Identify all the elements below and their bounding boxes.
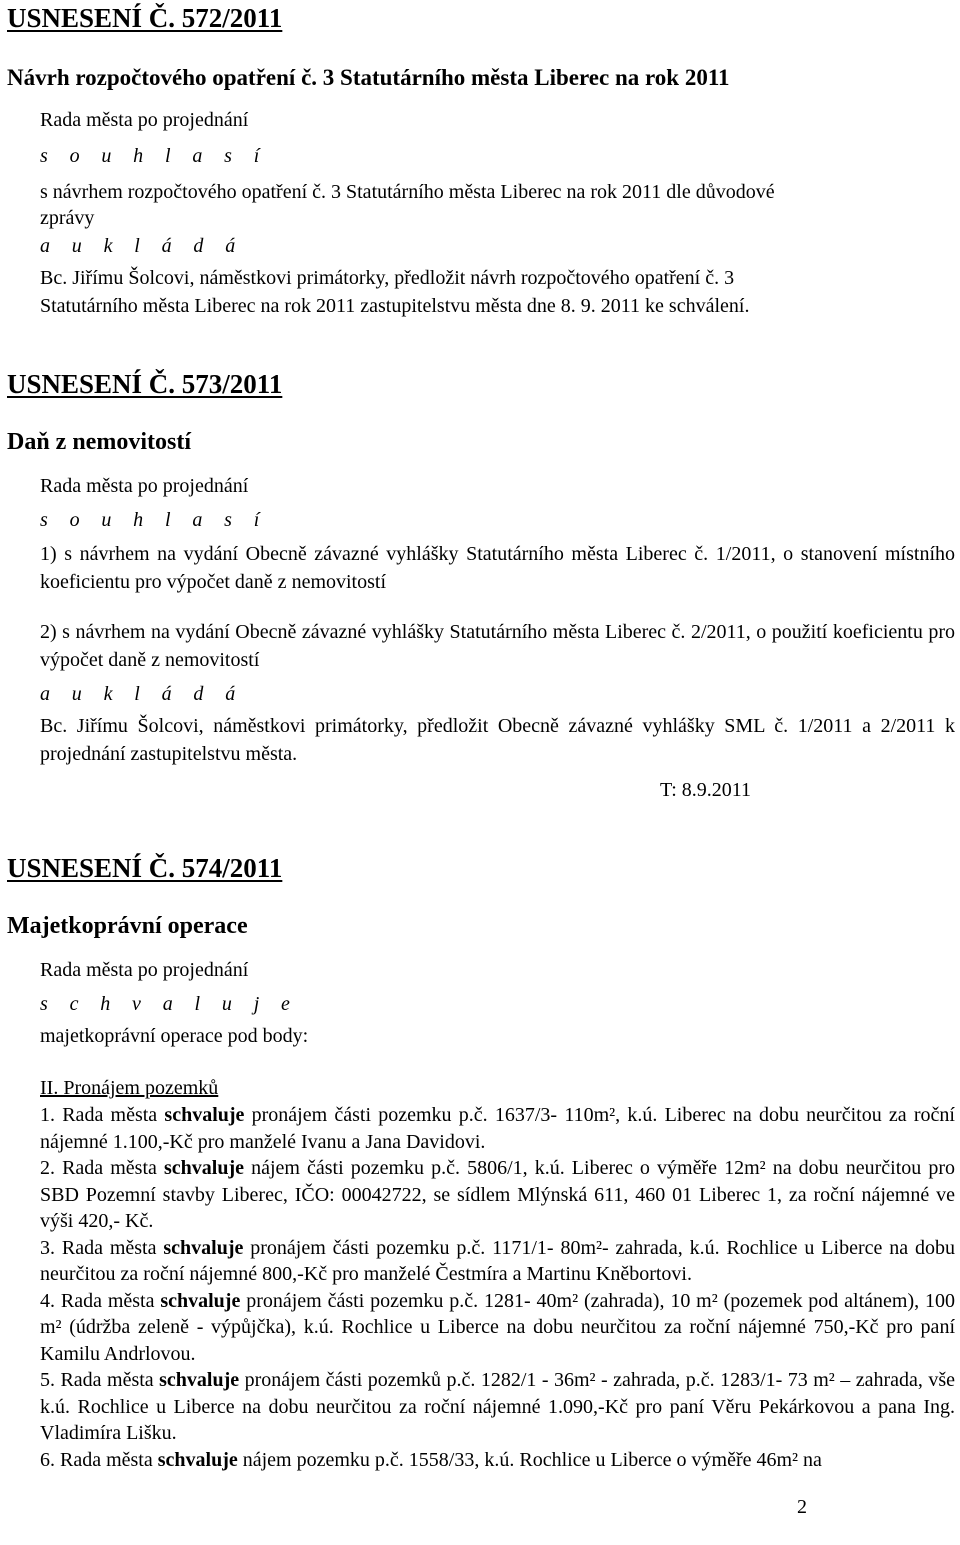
lease-item-text: pronájem části pozemků p.č. 1282/1 - 36m² - zahrada, p.č. 1283/1- 73 m² – zahrada, vše k.ú. Rochlice u Liberce na dobu neurčitou za roční nájemné 1.090,-Kč pro paní Věru Pekárkovou a pana Ing. Vladimíra Lišku. [40,1369,955,1444]
lease-item [40,1288,955,1368]
item-573-1: 1) s návrhem na vydání Obecně závazné vyhlášky Statutárního města Liberec č. 1/2011, o stanovení místního koeficientu pro výpočet daně z nemovitostí [40,543,955,593]
lease-item [40,1447,955,1474]
lease-item [40,1102,955,1155]
lease-item-verb: schvaluje [163,1236,244,1259]
lease-item [40,1235,955,1288]
resolution-heading-572: USNESENÍ Č. 572/2011 [7,3,283,33]
task-text-572-line2: Statutárního města Liberec na rok 2011 zastupitelstvu města dne 8. 9. 2011 ke schválení. [40,295,750,317]
intro-573: Rada města po projednání [40,475,249,497]
resolution-title-574: Majetkoprávní operace [7,913,248,939]
lease-item-number: 2. Rada města [40,1157,164,1179]
deadline-573: T: 8.9.2011 [660,779,752,801]
resolution-title-573: Daň z nemovitostí [7,429,191,455]
approval-text-574: majetkoprávní operace pod body: [40,1025,309,1047]
task-573: Bc. Jiřímu Šolcovi, náměstkovi primátorky, předložit Obecně závazné vyhlášky SML č. 1/2011 a 2/2011 k projednání zastupitelstvu města. [40,715,955,765]
lease-item-verb: schvaluje [163,1157,244,1179]
lease-item-verb: schvaluje [160,1289,241,1312]
resolution-heading-574: USNESENÍ Č. 574/2011 [7,853,283,883]
lease-item-verb: schvaluje [164,1104,245,1126]
lease-item-number: 1. Rada města [40,1104,165,1126]
lease-item-number: 4. Rada města [40,1289,161,1312]
verb-orders-572: a u k l á d á [40,235,244,257]
verb-agrees-572: s o u h l a s í [40,145,268,167]
agreement-text-572-line2: zprávy [40,207,95,229]
lease-item-verb: schvaluje [157,1448,238,1471]
intro-574: Rada města po projednání [40,959,249,981]
lease-item-verb: schvaluje [159,1369,240,1391]
lease-item-text: pronájem části pozemku p.č. 1637/3- 110m², k.ú. Liberec na dobu neurčitou za roční nájemné 1.100,-Kč pro manželé Ivanu a Jana Davidovi. [40,1104,955,1153]
lease-item-text: pronájem části pozemku p.č. 1171/1- 80m²- zahrada, k.ú. Rochlice u Liberce na dobu neurčitou za roční nájemné 800,-Kč pro manželé Čestmíra a Martinu Kněbortovi. [40,1236,955,1285]
lease-item-text: nájem pozemku p.č. 1558/33, k.ú. Rochlice u Liberce o výměře 46m² na [237,1448,822,1471]
lease-item-text: nájem části pozemku p.č. 5806/1, k.ú. Liberec o výměře 12m² na dobu neurčitou pro SBD Pozemní stavby Liberec, IČO: 00042722, se sídlem Mlýnská 611, 460 01 Liberec 1, za roční nájemné ve výši 420,- Kč. [40,1157,955,1232]
lease-item [40,1367,955,1447]
verb-approves-574: s c h v a l u j e [40,993,299,1015]
page-number: 2 [797,1496,807,1518]
lease-item-text: pronájem části pozemku p.č. 1281- 40m² (zahrada), 10 m² (pozemek pod altánem), 100 m² (údržba zeleně - výpůjčka), k.ú. Rochlice u Liberce na dobu neurčitou za roční nájemné 750,-Kč pro paní Kamilu Andrlovou. [40,1289,955,1365]
intro-572: Rada města po projednání [40,109,249,131]
lease-item [40,1155,955,1235]
lease-item-number: 3. Rada města [40,1236,164,1259]
item-573-2: 2) s návrhem na vydání Obecně závazné vyhlášky Statutárního města Liberec č. 2/2011, o použití koeficientu pro výpočet daně z nemovitostí [40,621,955,671]
lease-item-number: 6. Rada města [40,1448,158,1471]
resolution-heading-573: USNESENÍ Č. 573/2011 [7,369,283,399]
task-text-572-line1: Bc. Jiřímu Šolcovi, náměstkovi primátorky, předložit návrh rozpočtového opatření č. 3 [40,267,735,289]
lease-items-list [40,1102,955,1473]
verb-agrees-573: s o u h l a s í [40,509,268,531]
lease-item-number: 5. Rada města [40,1369,160,1391]
verb-orders-573: a u k l á d á [40,683,244,705]
resolution-title-572: Návrh rozpočtového opatření č. 3 Statutárního města Liberec na rok 2011 [7,65,730,90]
section-heading: II. Pronájem pozemků [40,1077,219,1099]
agreement-text-572-line1: s návrhem rozpočtového opatření č. 3 Statutárního města Liberec na rok 2011 dle důvodové [40,181,775,203]
